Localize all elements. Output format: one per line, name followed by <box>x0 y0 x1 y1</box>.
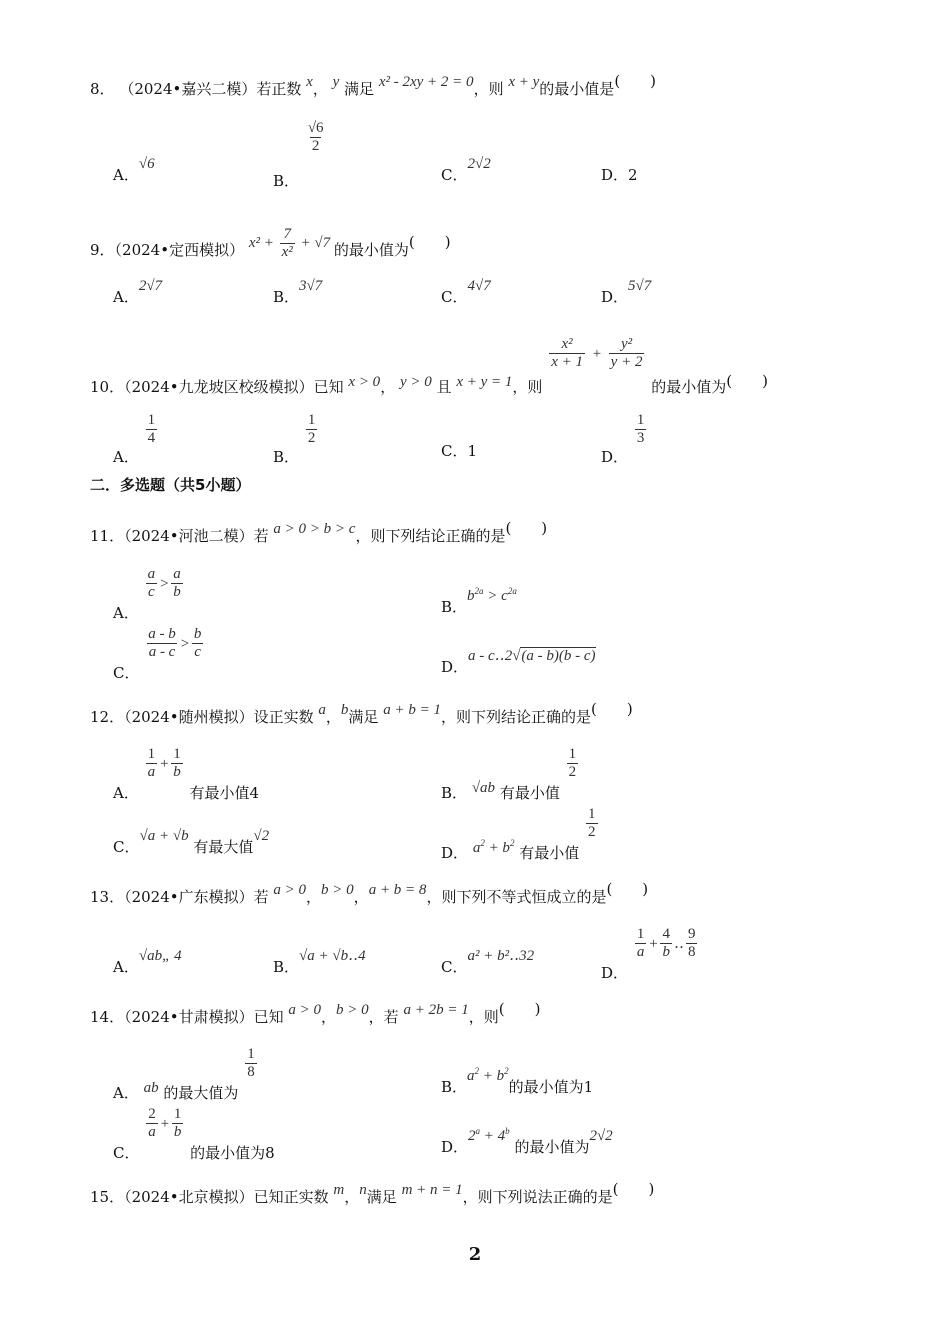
option-d[interactable]: D．2 <box>601 166 638 184</box>
option-c[interactable]: C．4√7 <box>441 278 491 306</box>
option-a[interactable]: A． $\frac{a}{c}$ > $\frac{a}{b}$ <box>113 566 181 622</box>
option-d[interactable]: D． $\frac{1}{3}$ <box>601 412 645 466</box>
option-c[interactable]: C． $\frac{2}{a}$ + $\frac{1}{b}$ 的最小值为8 <box>113 1106 275 1162</box>
option-d[interactable]: D． $\frac{1}{a}$ + $\frac{4}{b}$ ‥ $\frac{9}{8}$ <box>601 926 696 982</box>
option-d[interactable]: D．$2^a + 4^b$ 的最小值为2√2 <box>441 1126 613 1156</box>
question-10: 10．（2024•九龙坡区校级模拟）已知 x > 0， y > 0 且 x + y = 1，则 $\frac{\text{x²}}{x + 1}$ + $\frac{\text{y²}}{y + 2}$ 的最小值为( ) <box>90 336 768 396</box>
option-d[interactable]: D．5√7 <box>601 278 652 306</box>
question-13: 13．（2024•广东模拟）若 a > 0，b > 0，a + b = 8，则下列不等式恒成立的是( ) <box>90 880 649 906</box>
option-a[interactable]: A．√ab„ 4 <box>113 948 182 976</box>
option-c[interactable]: C．a² + b²‥32 <box>441 948 535 976</box>
question-number: 8． <box>90 80 115 98</box>
option-a[interactable]: A． $\frac{1}{a}$ + $\frac{1}{b}$ 有最小值4 <box>113 746 260 802</box>
question-9: 9．（2024•定西模拟） x² + $\frac{7}{\text{x²}}$ + √7 的最小值为( ) <box>90 226 451 261</box>
question-15: 15．（2024•北京模拟）已知正实数 m，n满足 m + n = 1，则下列说法正确的是( ) <box>90 1180 655 1206</box>
option-b[interactable]: B． √ab 有最小值 $\frac{1}{2}$ <box>441 746 577 802</box>
option-d[interactable]: D． $a^2 + b^2$ 有最小值 $\frac{1}{2}$ <box>441 806 596 862</box>
option-c[interactable]: C．√a + √b 有最大值√2 <box>113 828 270 856</box>
option-c[interactable]: C． $\frac{a - b}{a - c}$ > $\frac{b}{c}$ <box>113 626 202 682</box>
option-b[interactable]: B． $\frac{√6}{2}$ <box>273 120 324 190</box>
question-12: 12．（2024•随州模拟）设正实数 a，b满足 a + b = 1，则下列结论正确的是( ) <box>90 700 633 726</box>
option-c[interactable]: C．2√2 <box>441 156 491 184</box>
option-a[interactable]: A． ab 的最大值为 $\frac{1}{8}$ <box>113 1046 255 1102</box>
option-b[interactable]: B．3√7 <box>273 278 323 306</box>
page-number: 2 <box>468 1244 482 1265</box>
option-b[interactable]: B．$b^{2a} > c^{2a}$ <box>441 586 517 616</box>
option-b[interactable]: B．$a^2 + b^2$的最小值为1 <box>441 1066 594 1096</box>
question-14: 14．（2024•甘肃模拟）已知 a > 0，b > 0，若 a + 2b = 1，则( ) <box>90 1000 541 1026</box>
question-8: 8． （2024•嘉兴二模）若正数 x， y 满足 x² - 2xy + 2 = 0，则 x + y的最小值是( ) <box>90 72 657 98</box>
option-a[interactable]: A．√6 <box>113 156 155 184</box>
section-heading: 二．多选题（共5小题） <box>90 476 251 494</box>
option-b[interactable]: B． $\frac{1}{2}$ <box>273 412 316 466</box>
option-a[interactable]: A．2√7 <box>113 278 163 306</box>
option-d[interactable]: D．a - c‥2√(a - b)(b - c) <box>441 648 596 676</box>
option-b[interactable]: B．√a + √b‥4 <box>273 948 366 976</box>
option-a[interactable]: A． $\frac{1}{4}$ <box>113 412 156 466</box>
question-11: 11．（2024•河池二模）若 a > 0 > b > c，则下列结论正确的是( ) <box>90 519 548 545</box>
option-c[interactable]: C．1 <box>441 442 478 460</box>
